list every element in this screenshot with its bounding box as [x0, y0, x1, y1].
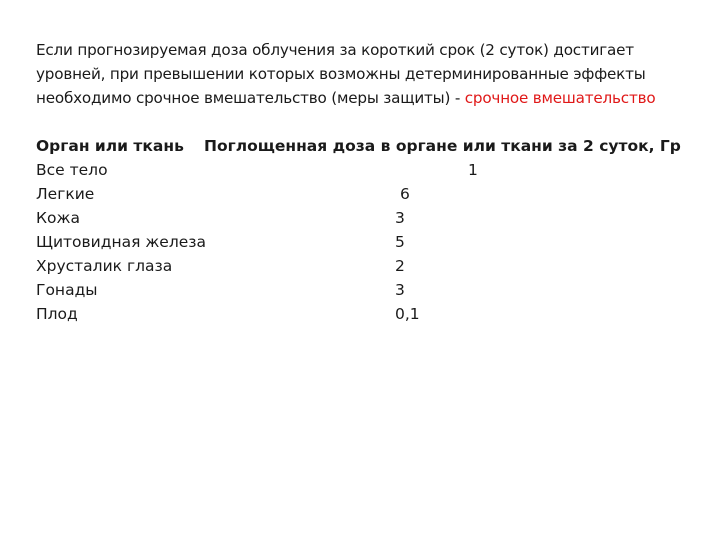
dose-value: 3: [395, 281, 405, 299]
intro-line-2: уровней, при превышении которых возможны детерминированные эффекты: [36, 65, 646, 83]
intro-line-3: [36, 86, 716, 110]
dose-value: 6: [400, 185, 410, 203]
table-row: [36, 302, 716, 326]
table-row: [36, 278, 716, 302]
table-row: [36, 182, 716, 206]
intro-paragraph: [36, 38, 716, 110]
dose-value: 5: [395, 233, 405, 251]
organ-name: Гонады: [36, 281, 98, 299]
table-row: [36, 254, 716, 278]
organ-name: Все тело: [36, 161, 108, 179]
organ-name: Кожа: [36, 209, 80, 227]
organ-name: Легкие: [36, 185, 95, 203]
dose-value: 3: [395, 209, 405, 227]
table-row: [36, 158, 716, 182]
table-header-row: [36, 134, 716, 158]
dose-value: 1: [468, 161, 478, 179]
dose-value: 2: [395, 257, 405, 275]
intro-line-3-text: необходимо срочное вмешательство (меры защиты) -: [36, 89, 465, 107]
intro-line-1: Если прогнозируемая доза облучения за короткий срок (2 суток) достигает: [36, 41, 634, 59]
table-row: [36, 230, 716, 254]
organ-name: Хрусталик глаза: [36, 257, 173, 275]
dose-table: [36, 134, 716, 326]
organ-name: Плод: [36, 305, 78, 323]
intro-highlight: срочное вмешательство: [464, 89, 656, 107]
table-row: [36, 206, 716, 230]
dose-value: 0,1: [395, 305, 420, 323]
header-organ: Орган или ткань: [36, 137, 184, 155]
header-dose: Поглощенная доза в органе или ткани за 2 суток, Гр: [204, 137, 681, 155]
organ-name: Щитовидная железа: [36, 233, 207, 251]
